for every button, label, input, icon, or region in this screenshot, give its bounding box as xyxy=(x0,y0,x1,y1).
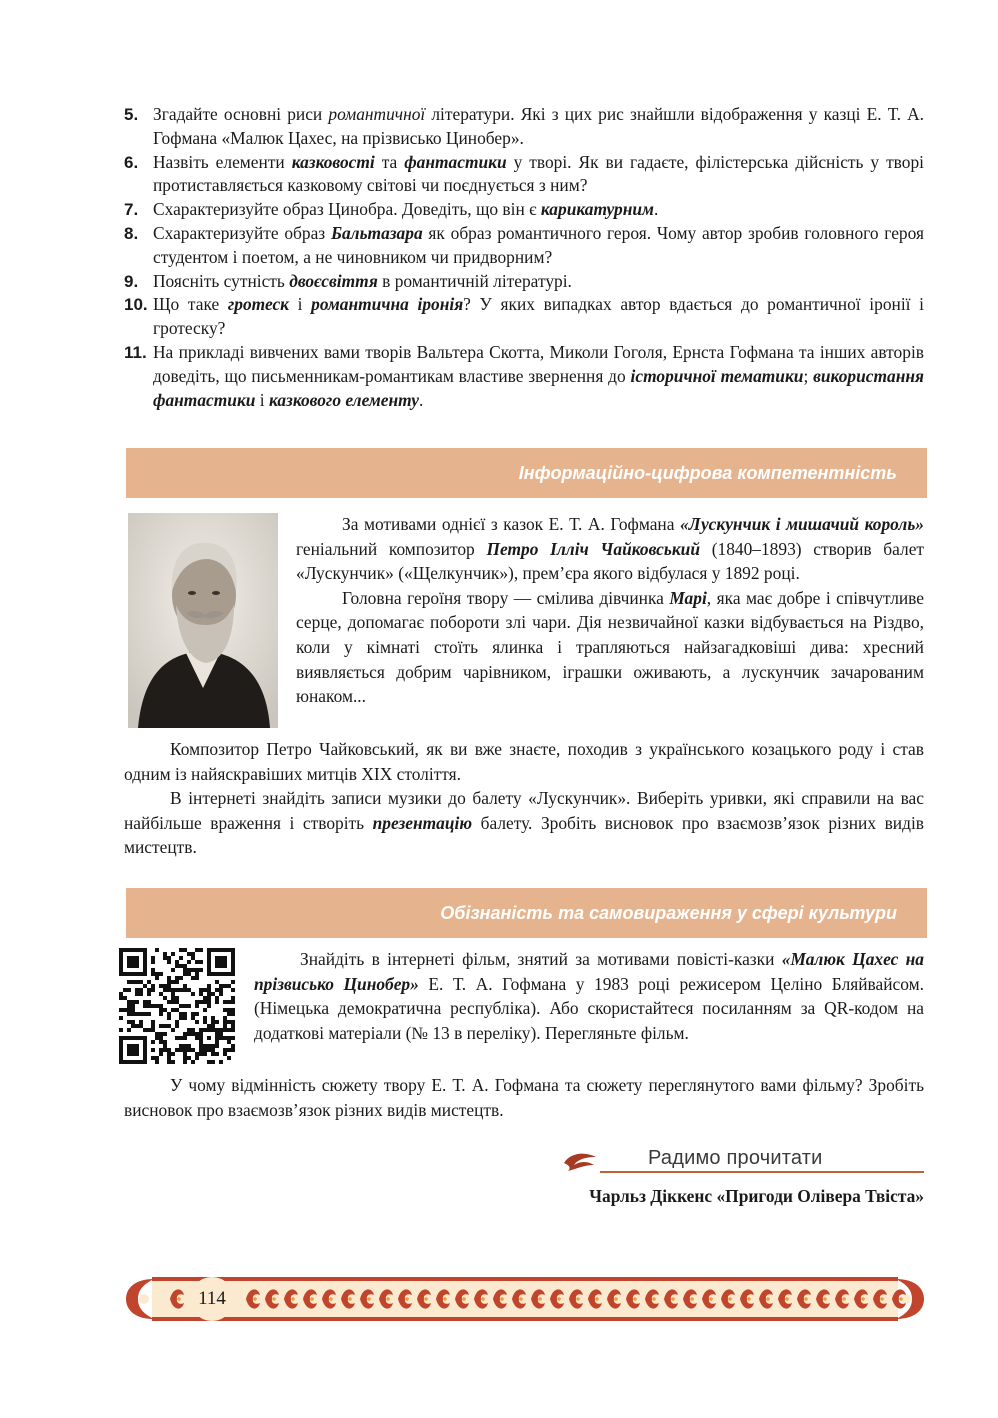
question-fragment: літератури. Які з цих рис знайшли відображення у казці Е. Т. А. Гофмана «Малюк Цахес, на прізвисько Цинобер». xyxy=(153,104,925,148)
question-text xyxy=(153,341,924,412)
question-fragment: ? У яких випадках автор вдається до романтичної іронії і гротеску? xyxy=(153,294,924,339)
nutcracker-title: «Лускунчик і мишачий король» xyxy=(679,514,924,534)
info-competence-banner xyxy=(126,448,927,498)
info-p1-text-3: (1840–1893) створив балет «Лускунчик» («Щелкунчик»), прем’єра якого відбулася у 1892 році. xyxy=(296,538,925,584)
key-term: романтична іронія xyxy=(311,294,464,315)
info-text-block xyxy=(296,512,924,709)
question-item xyxy=(124,341,924,412)
key-term: казковості xyxy=(291,151,375,172)
info-p4-text-2: балету. Зробіть висновок про взаємозв’язок різних видів мистецтв. xyxy=(124,812,924,858)
question-fragment: . xyxy=(653,199,659,220)
question-fragment: як образ романтичного героя. Чому автор зробив головного героя студентом і поетом, а не чиновником чи придворним? xyxy=(153,222,924,267)
key-term: фантастики xyxy=(404,151,507,172)
culture-text-block xyxy=(254,947,924,1045)
key-term: історичної тематики xyxy=(630,365,804,386)
key-term: карикатурним xyxy=(540,199,654,220)
info-p1-text: За мотивами однієї з казок Е. Т. А. Гофмана xyxy=(342,514,680,534)
qr-code[interactable] xyxy=(119,948,235,1064)
question-number: 8. xyxy=(124,223,139,243)
culture-text-block-2 xyxy=(124,1073,924,1122)
reading-divider xyxy=(600,1171,924,1173)
question-item xyxy=(124,151,924,199)
question-fragment: . xyxy=(418,389,424,410)
composer-name: Петро Ілліч Чайковський xyxy=(486,538,700,559)
culture-p1-text-2: Е. Т. А. Гофмана у 1983 році режисером Целіно Бляйвайсом. (Німецька демократична республіка). Або скористайтеся посиланням за QR-кодом на додаткові матеріали (№ 13 в переліку). Перегляньте фільм. xyxy=(254,973,924,1043)
key-term: двоєсвіття xyxy=(289,270,378,291)
question-number: 10. xyxy=(124,295,148,315)
question-item xyxy=(124,222,924,270)
question-fragment: На прикладі вивчених вами творів Вальтера Скотта, Миколи Гоголя, Ернста Гофмана та інших авторів доведіть, що письменникам-романтикам властиве звернення до xyxy=(153,341,924,386)
info-paragraph-2 xyxy=(296,586,924,709)
presentation-term: презентацію xyxy=(372,812,473,833)
question-fragment: і xyxy=(288,294,312,315)
culture-paragraph-2: У чому відмінність сюжету твору Е. Т. А. Гофмана та сюжету переглянутого вами фільму? Зробіть висновок про взаємозв’язок різних видів мистецтв. xyxy=(124,1075,924,1120)
info-p2-text-2: , яка має добре і співчутливе серце, допомагає побороти злі чари. Дія незвичайної казки відбувається на Різдво, коли у кімнаті стоїть ялинка і трапляються найзагадковіші дива: хресний виявляється добрим чарівником, іграшки оживають, а лускунчик зачарованим юнаком... xyxy=(296,587,925,707)
question-fragment: Що таке xyxy=(153,294,228,315)
question-number: 11. xyxy=(124,342,147,362)
info-p1-text-2: геніальний композитор xyxy=(296,538,487,559)
question-fragment: в романтичній літературі. xyxy=(377,270,572,291)
culture-competence-banner xyxy=(126,888,927,938)
question-item xyxy=(124,270,924,294)
culture-paragraph-1 xyxy=(254,947,924,1045)
question-fragment: Поясніть сутність xyxy=(153,270,290,291)
culture-banner-title: Обізнаність та самовираження у сфері культури xyxy=(440,902,897,923)
page-number: 114 xyxy=(190,1277,234,1321)
question-fragment: у творі. Як ви гадаєте, філістерська дійсність у творі протиставляється казковому світові чи поєднується з ним? xyxy=(153,151,924,196)
key-term: казкового елементу xyxy=(268,389,419,410)
info-banner-title: Інформаційно-цифрова компетентність xyxy=(518,462,897,483)
tchaikovsky-portrait xyxy=(128,513,278,728)
key-term: використання фантастики xyxy=(153,365,924,410)
info-text-block-2 xyxy=(124,737,924,860)
info-paragraph-3: Композитор Петро Чайковський, як ви вже знаєте, походив з українського козацького роду і став одним із найяскравіших митців XIX століття. xyxy=(124,739,924,784)
info-paragraph-1 xyxy=(296,512,924,586)
question-number: 9. xyxy=(124,271,139,291)
recommended-reading-header xyxy=(562,1147,924,1175)
key-term: гротеск xyxy=(227,294,289,315)
question-fragment: Схарактеризуйте образ xyxy=(153,222,331,243)
question-text xyxy=(153,222,924,270)
question-item xyxy=(124,293,924,341)
question-fragment: Назвіть елементи xyxy=(153,151,292,172)
recommended-book[interactable]: Чарльз Діккенс «Пригоди Олівера Твіста» xyxy=(589,1186,924,1206)
question-number: 7. xyxy=(124,200,139,220)
question-fragment: Схарактеризуйте образ Цинобра. Доведіть, що він є xyxy=(153,199,541,220)
question-item xyxy=(124,198,924,222)
footer-ornament xyxy=(124,1273,926,1325)
questions-list xyxy=(124,103,924,412)
heroine-name: Марі xyxy=(669,587,707,608)
question-text xyxy=(153,103,924,151)
question-fragment: та xyxy=(374,151,405,172)
question-text xyxy=(153,293,924,341)
info-p2-text: Головна героїня твору — смілива дівчинка xyxy=(342,587,670,608)
info-paragraph-4 xyxy=(124,786,924,860)
question-text xyxy=(153,270,924,294)
reading-title: Радимо прочитати xyxy=(648,1147,823,1169)
question-text xyxy=(153,151,924,199)
question-number: 6. xyxy=(124,152,139,172)
culture-p1-text: Знайдіть в інтернеті фільм, знятий за мотивами повісті-казки xyxy=(300,949,782,969)
info-p4-text: В інтернеті знайдіть записи музики до балету «Лускунчик». Виберіть уривки, які справили на вас найбільше враження і створіть xyxy=(124,788,924,833)
film-title: «Малюк Цахес на прізвисько Цинобер» xyxy=(254,949,924,994)
question-number: 5. xyxy=(124,105,139,124)
key-term: Бальтазара xyxy=(330,222,423,243)
quill-ornament-icon xyxy=(562,1149,602,1175)
question-item xyxy=(124,103,924,151)
question-fragment: і xyxy=(255,389,269,410)
key-term: романтичної xyxy=(328,104,426,124)
question-fragment: ; xyxy=(803,365,814,386)
question-text xyxy=(153,198,924,222)
question-fragment: Згадайте основні риси xyxy=(153,104,329,124)
